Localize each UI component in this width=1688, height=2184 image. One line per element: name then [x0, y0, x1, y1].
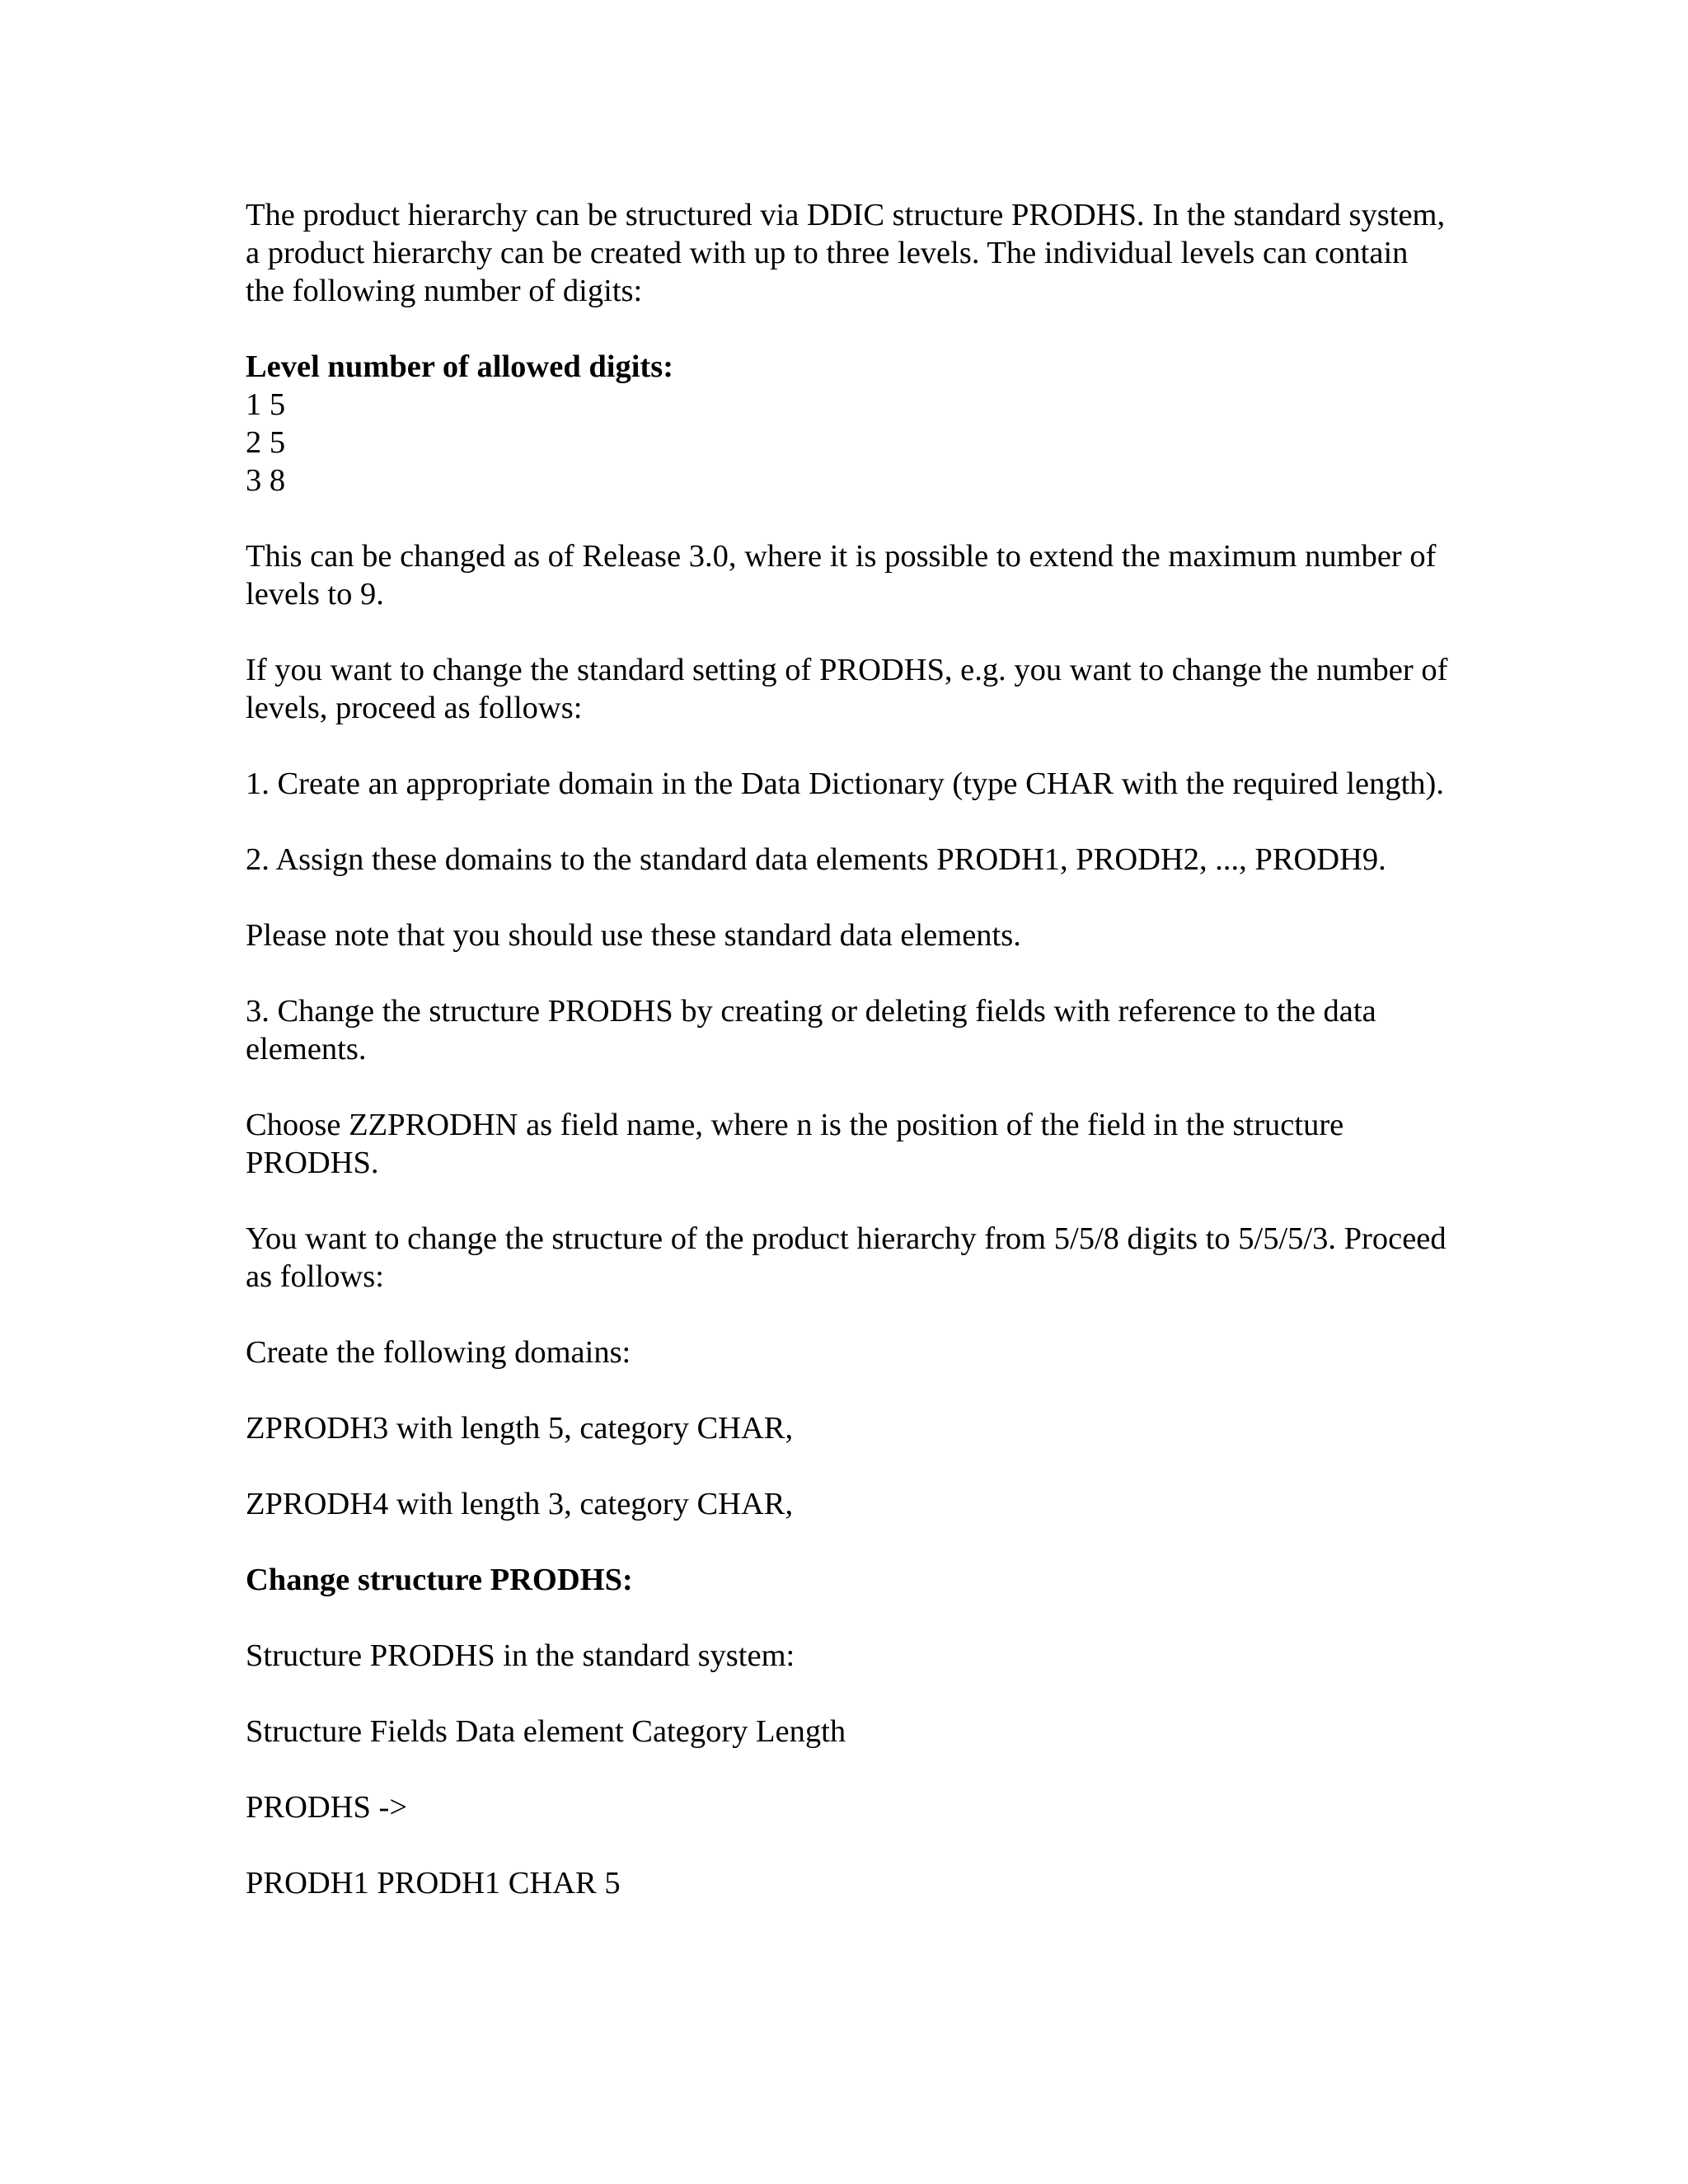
- note-paragraph: Please note that you should use these standard data elements.: [246, 918, 1021, 953]
- levels-heading: Level number of allowed digits:: [246, 349, 674, 384]
- structure-row-1: PRODH1 PRODH1 CHAR 5: [246, 1866, 621, 1900]
- step-2: 2. Assign these domains to the standard data elements PRODH1, PRODH2, ..., PRODH9.: [246, 842, 1386, 877]
- level-row: 1 5: [246, 387, 286, 422]
- levels-section: [246, 348, 1449, 499]
- document-body: [246, 196, 1456, 1940]
- standard-structure-paragraph: Structure PRODHS in the standard system:: [246, 1638, 795, 1673]
- structure-name-line: PRODHS ->: [246, 1790, 408, 1825]
- domain-line-1: ZPRODH3 with length 5, category CHAR,: [246, 1411, 794, 1446]
- step-1: 1. Create an appropriate domain in the Data Dictionary (type CHAR with the required length).: [246, 766, 1444, 801]
- field-name-paragraph: Choose ZZPRODHN as field name, where n is the position of the field in the structure PRODHS.: [246, 1108, 1352, 1180]
- structure-table-header: Structure Fields Data element Category Length: [246, 1714, 846, 1749]
- domain-line-2: ZPRODH4 with length 3, category CHAR,: [246, 1487, 794, 1521]
- level-row: 2 5: [246, 425, 286, 460]
- release-paragraph: This can be changed as of Release 3.0, where it is possible to extend the maximum number of levels to 9.: [246, 539, 1445, 612]
- change-setting-paragraph: If you want to change the standard setting of PRODHS, e.g. you want to change the number of levels, proceed as follows:: [246, 653, 1456, 725]
- intro-paragraph: The product hierarchy can be structured via DDIC structure PRODHS. In the standard system, a product hierarchy can be created with up to three levels. The individual levels can contain the following number of digits:: [246, 198, 1453, 308]
- example-paragraph: You want to change the structure of the product hierarchy from 5/5/8 digits to 5/5/5/3. Proceed as follows:: [246, 1221, 1455, 1294]
- step-3: 3. Change the structure PRODHS by creating or deleting fields with reference to the data elements.: [246, 994, 1385, 1066]
- levels-list: [246, 386, 1449, 499]
- change-structure-heading: Change structure PRODHS:: [246, 1563, 633, 1597]
- level-row: 3 8: [246, 463, 286, 498]
- create-domains-paragraph: Create the following domains:: [246, 1335, 631, 1370]
